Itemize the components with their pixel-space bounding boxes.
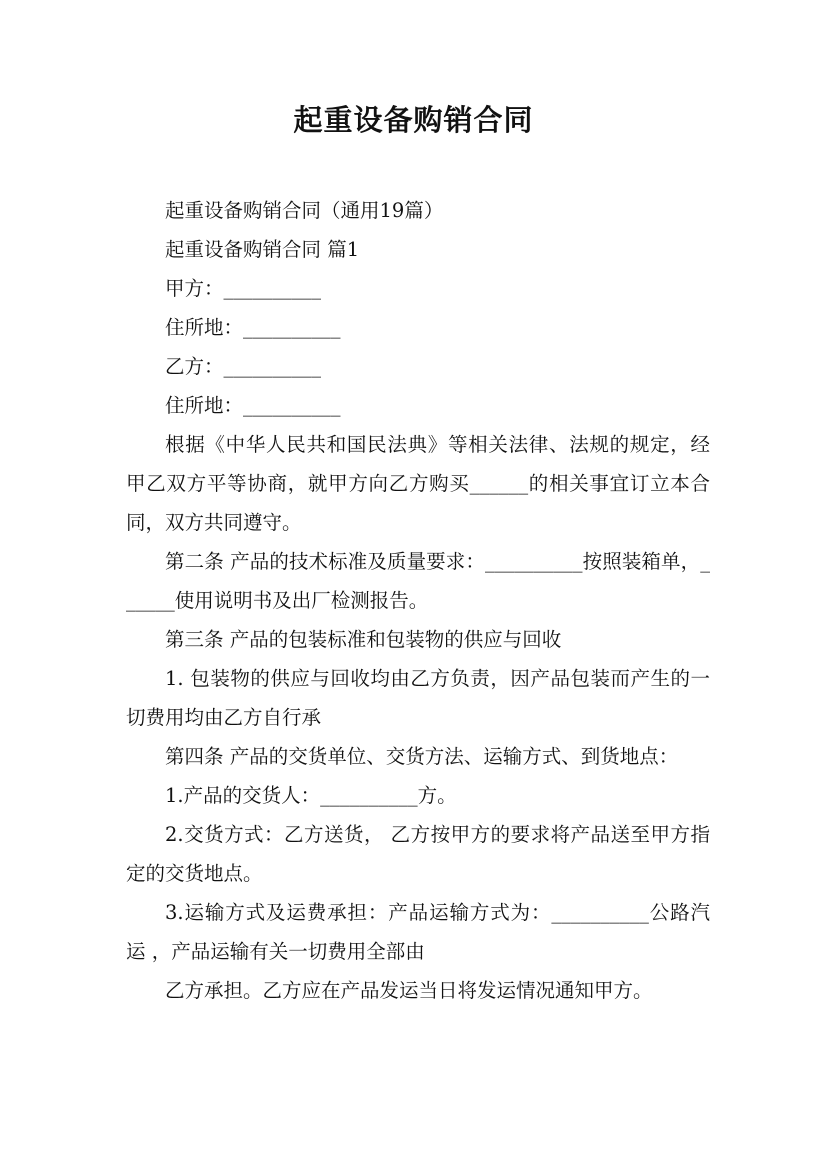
paragraph-party-a-address: 住所地：__________ [165, 316, 341, 339]
paragraph-article-4-item-1: 1.产品的交货人：__________方。 [165, 784, 457, 807]
document-body [126, 191, 710, 1010]
paragraph-party-a: 甲方：__________ [165, 277, 322, 300]
paragraph-article-3: 第三条 产品的包装标准和包装物的供应与回收 [165, 628, 562, 651]
paragraph-contract-part-heading: 起重设备购销合同 篇1 [165, 238, 360, 261]
paragraph-article-4-item-2: 2.交货方式：乙方送货， 乙方按甲方的要求将产品送至甲方指定的交货地点。 [126, 823, 710, 885]
paragraph-article-4-item-3-cont: 乙方承担。乙方应在产品发运当日将发运情况通知甲方。 [165, 979, 653, 1002]
paragraph-article-3-item-1: 1. 包装物的供应与回收均由乙方负责，因产品包装而产生的一切费用均由乙方自行承 [126, 667, 710, 729]
paragraph-article-4: 第四条 产品的交货单位、交货方法、运输方式、到货地点： [165, 745, 679, 768]
paragraph-party-b-address: 住所地：__________ [165, 394, 341, 417]
paragraph-preamble: 根据《中华人民共和国民法典》等相关法律、法规的规定，经甲乙双方平等协商，就甲方向乙方购买______的相关事宜订立本合同，双方共同遵守。 [126, 433, 710, 534]
paragraph-contract-series-title: 起重设备购销合同（通用19篇） [165, 199, 444, 222]
paragraph-party-b: 乙方：__________ [165, 355, 322, 378]
paragraph-article-2: 第二条 产品的技术标准及质量要求：__________按照装箱单，______使用说明书及出厂检测报告。 [126, 550, 710, 612]
document-title: 起重设备购销合同 [293, 103, 534, 137]
paragraph-article-4-item-3: 3.运输方式及运费承担：产品运输方式为：__________公路汽运 ，产品运输有关一切费用全部由 [126, 901, 710, 963]
